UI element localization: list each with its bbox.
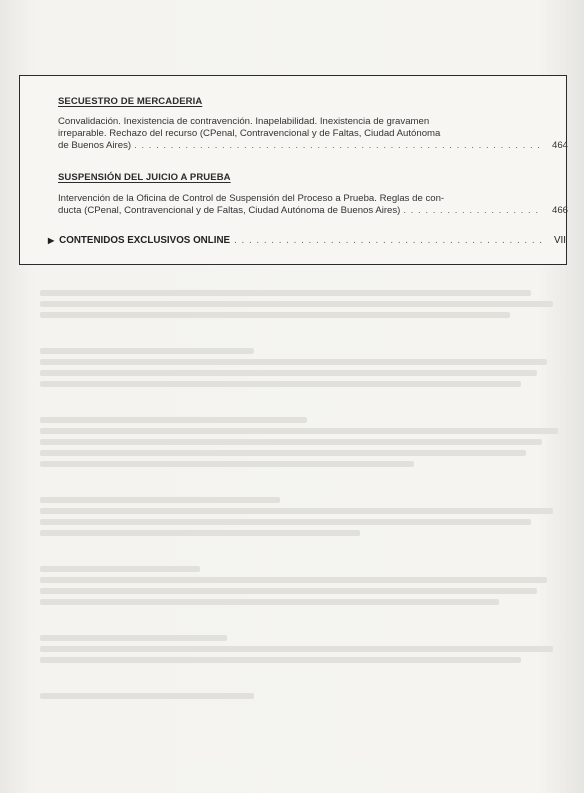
triangle-right-icon: ▶ bbox=[48, 236, 55, 245]
index-entry-suspension[interactable] bbox=[58, 193, 568, 217]
index-box bbox=[19, 75, 567, 265]
section-title-secuestro: SECUESTRO DE MERCADERIA bbox=[58, 96, 203, 107]
online-label: CONTENIDOS EXCLUSIVOS ONLINE bbox=[59, 235, 231, 246]
dot-leader bbox=[234, 235, 544, 246]
bleed-through-text bbox=[40, 285, 574, 704]
entry-line: irreparable. Rechazo del recurso (CPenal, Contravencional y de Faltas, Ciudad Autónoma bbox=[58, 128, 441, 140]
page-number: 464 bbox=[551, 140, 568, 152]
online-contents-link[interactable] bbox=[48, 235, 566, 246]
page-number: 466 bbox=[551, 205, 568, 217]
entry-line: Intervención de la Oficina de Control de Suspensión del Proceso a Prueba. Reglas de con- bbox=[58, 193, 445, 204]
dot-leader bbox=[134, 140, 543, 152]
entry-line: de Buenos Aires) bbox=[58, 140, 132, 152]
entry-line: Convalidación. Inexistencia de contravención. Inapelabilidad. Inexistencia de gravamen bbox=[58, 116, 430, 127]
page-number: VII bbox=[554, 235, 566, 246]
entry-line: ducta (CPenal, Contravencional y de Faltas, Ciudad Autónoma de Buenos Aires) bbox=[58, 205, 401, 217]
index-entry-secuestro[interactable] bbox=[58, 116, 568, 153]
dot-leader bbox=[403, 205, 543, 217]
section-title-suspension: SUSPENSIÓN DEL JUICIO A PRUEBA bbox=[58, 172, 231, 183]
